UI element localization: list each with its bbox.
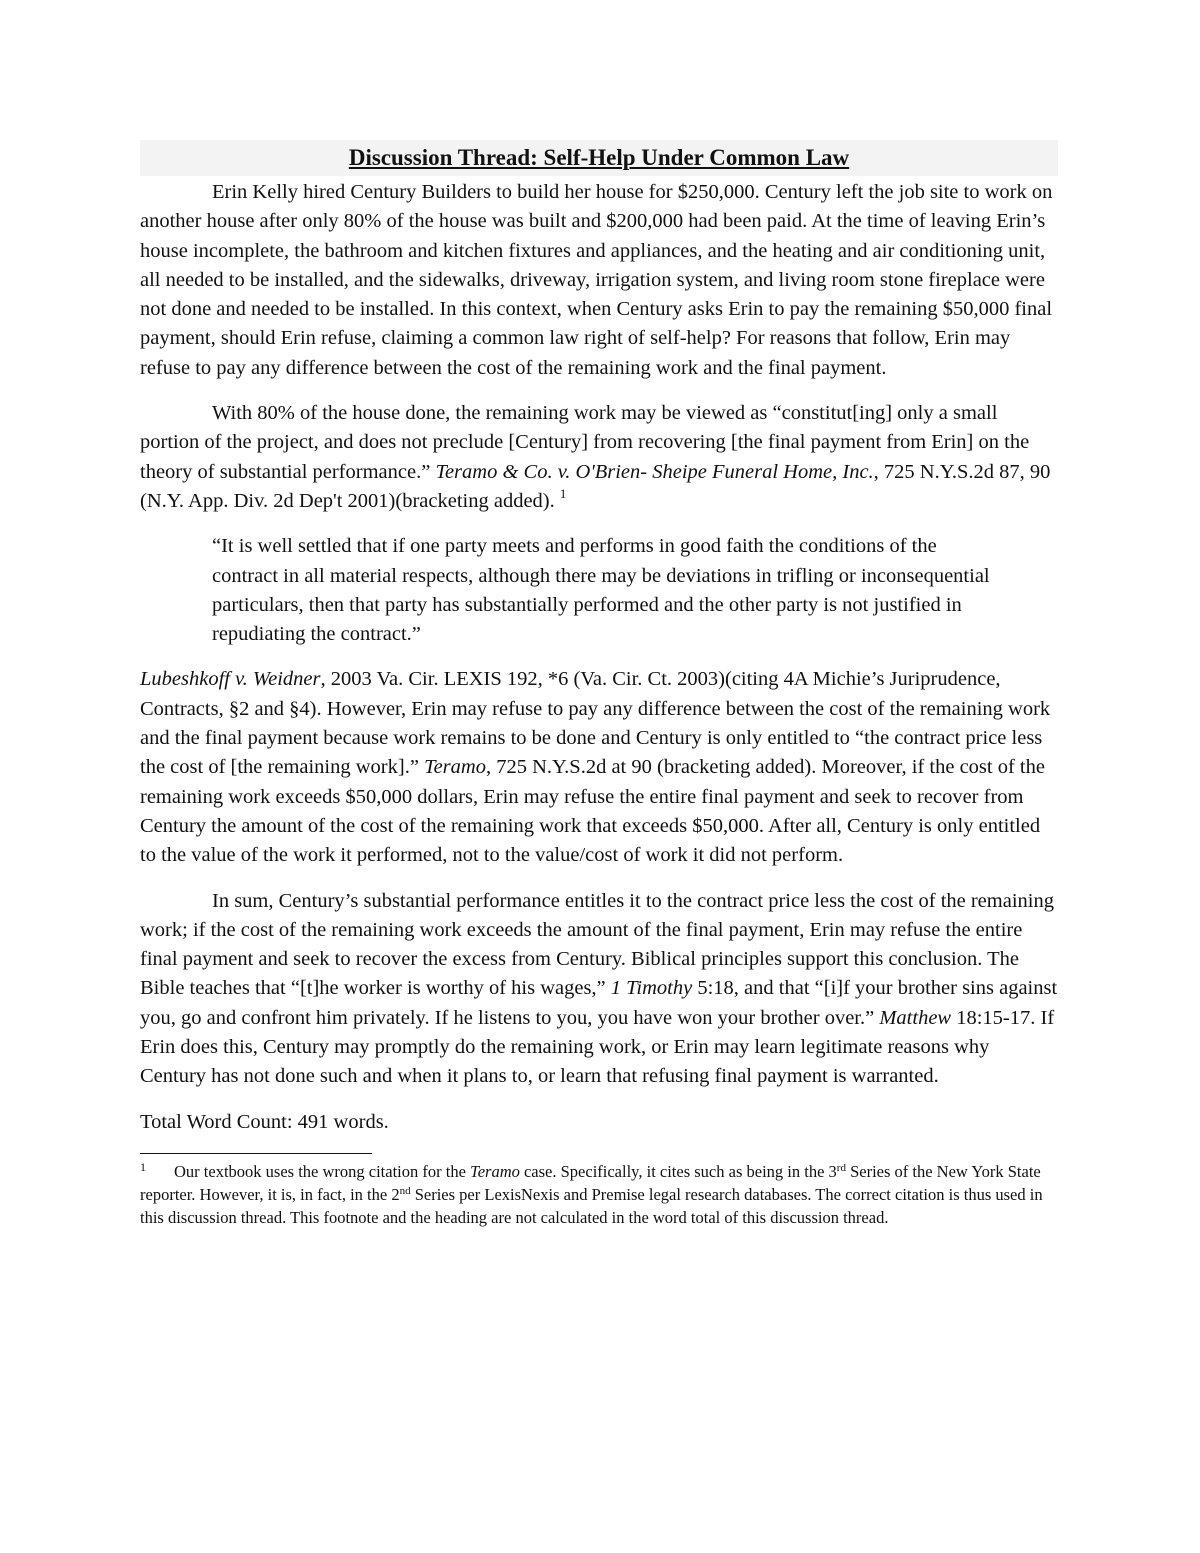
title-bar [140, 140, 1058, 176]
footnote-reference[interactable]: 1 [559, 485, 567, 501]
case-citation-teramo-short: Teramo [424, 756, 486, 779]
word-count: Total Word Count: 491 words. [140, 1110, 389, 1133]
paragraph-substantial-performance: With 80% of the house done, the remaining work may be viewed as “constitut[ing] only a small portion of the project, and does not preclude [Century] from recovering [the final payment from Erin] on the theory of substantial performance.” Teramo & Co. v. O'Brien- Sheipe Funeral Home, Inc., 725 N.Y.S.2d 87, 90 (N.Y. App. Div. 2d Dep't 2001)(bracketing added). $^1$ [140, 402, 1051, 512]
paragraph-conclusion: In sum, Century’s substantial performance entitles it to the contract price less the cost of the remaining work; if the cost of the remaining work exceeds the amount of the final payment, Erin may refuse the entire final payment and seek to recover the excess from Century. Biblical principles support this conclusion. The Bible teaches that “[t]he worker is worthy of his wages,” 1 Timothy 5:18, and that “[i]f your brother sins against you, go and confront him privately. If he listens to you, you have won your brother over.” Matthew 18:15-17. If Erin does this, Century may promptly do the remaining work, or Erin may learn legitimate reasons why Century has not done such and when it plans to, or learn that refusing final payment is warranted. [140, 889, 1058, 1088]
footnote-divider [140, 1153, 372, 1154]
paragraph-intro: Erin Kelly hired Century Builders to build her house for $250,000. Century left the job site to work on another house after only 80% of the house was built and $200,000 had been paid. At the time of leaving Erin’s house incomplete, the bathroom and kitchen fixtures and appliances, and the heating and air conditioning unit, all needed to be installed, and the sidewalks, driveway, irrigation system, and living room stone fireplace were not done and needed to be installed. In this context, when Century asks Erin to pay the remaining $50,000 final payment, should Erin refuse, claiming a common law right of self-help? For reasons that follow, Erin may refuse to pay any difference between the cost of the remaining work and the final payment. [140, 181, 1053, 379]
case-citation-lubeshkoff: Lubeshkoff v. Weidner [140, 668, 321, 691]
document-body [140, 140, 1058, 1229]
footnote: 1 Our textbook uses the wrong citation for the Teramo case. Specifically, it cites such as being in the 3rd Series of the New York State reporter. However, it is, in fact, in the 2nd Series per LexisNexis and Premise legal research databases. The correct citation is thus used in this discussion thread. This footnote and the heading are not calculated in the word total of this discussion thread. [140, 1159, 1043, 1227]
block-quote: “It is well settled that if one party meets and performs in good faith the conditions of the contract in all material respects, although there may be deviations in trifling or inconsequential particulars, then that party has substantially performed and the other party is not justified in repudiating the contract.” [212, 535, 990, 646]
footnote-case-teramo: Teramo [470, 1161, 520, 1181]
paragraph-lubeshkoff: Lubeshkoff v. Weidner, 2003 Va. Cir. LEXIS 192, *6 (Va. Cir. Ct. 2003)(citing 4A Michie’s Juriprudence, Contracts, §2 and §4). However, Erin may refuse to pay any difference between the cost of the remaining work and the final payment because work remains to be done and Century is only entitled to “the contract price less the cost of [the remaining work].” Teramo, 725 N.Y.S.2d at 90 (bracketing added). Moreover, if the cost of the remaining work exceeds $50,000 dollars, Erin may refuse the entire final payment and seek to recover from Century the amount of the cost of the remaining work that exceeds $50,000. After all, Century is only entitled to the value of the work it performed, not to the value/cost of work it did not perform. [140, 668, 1051, 867]
document-title: Discussion Thread: Self-Help Under Common Law [348, 145, 850, 170]
case-citation-teramo: Teramo & Co. v. O'Brien- Sheipe Funeral Home, Inc. [435, 460, 874, 483]
bible-citation-matthew: Matthew [879, 1006, 952, 1029]
bible-citation-timothy: 1 Timothy [610, 977, 693, 1000]
